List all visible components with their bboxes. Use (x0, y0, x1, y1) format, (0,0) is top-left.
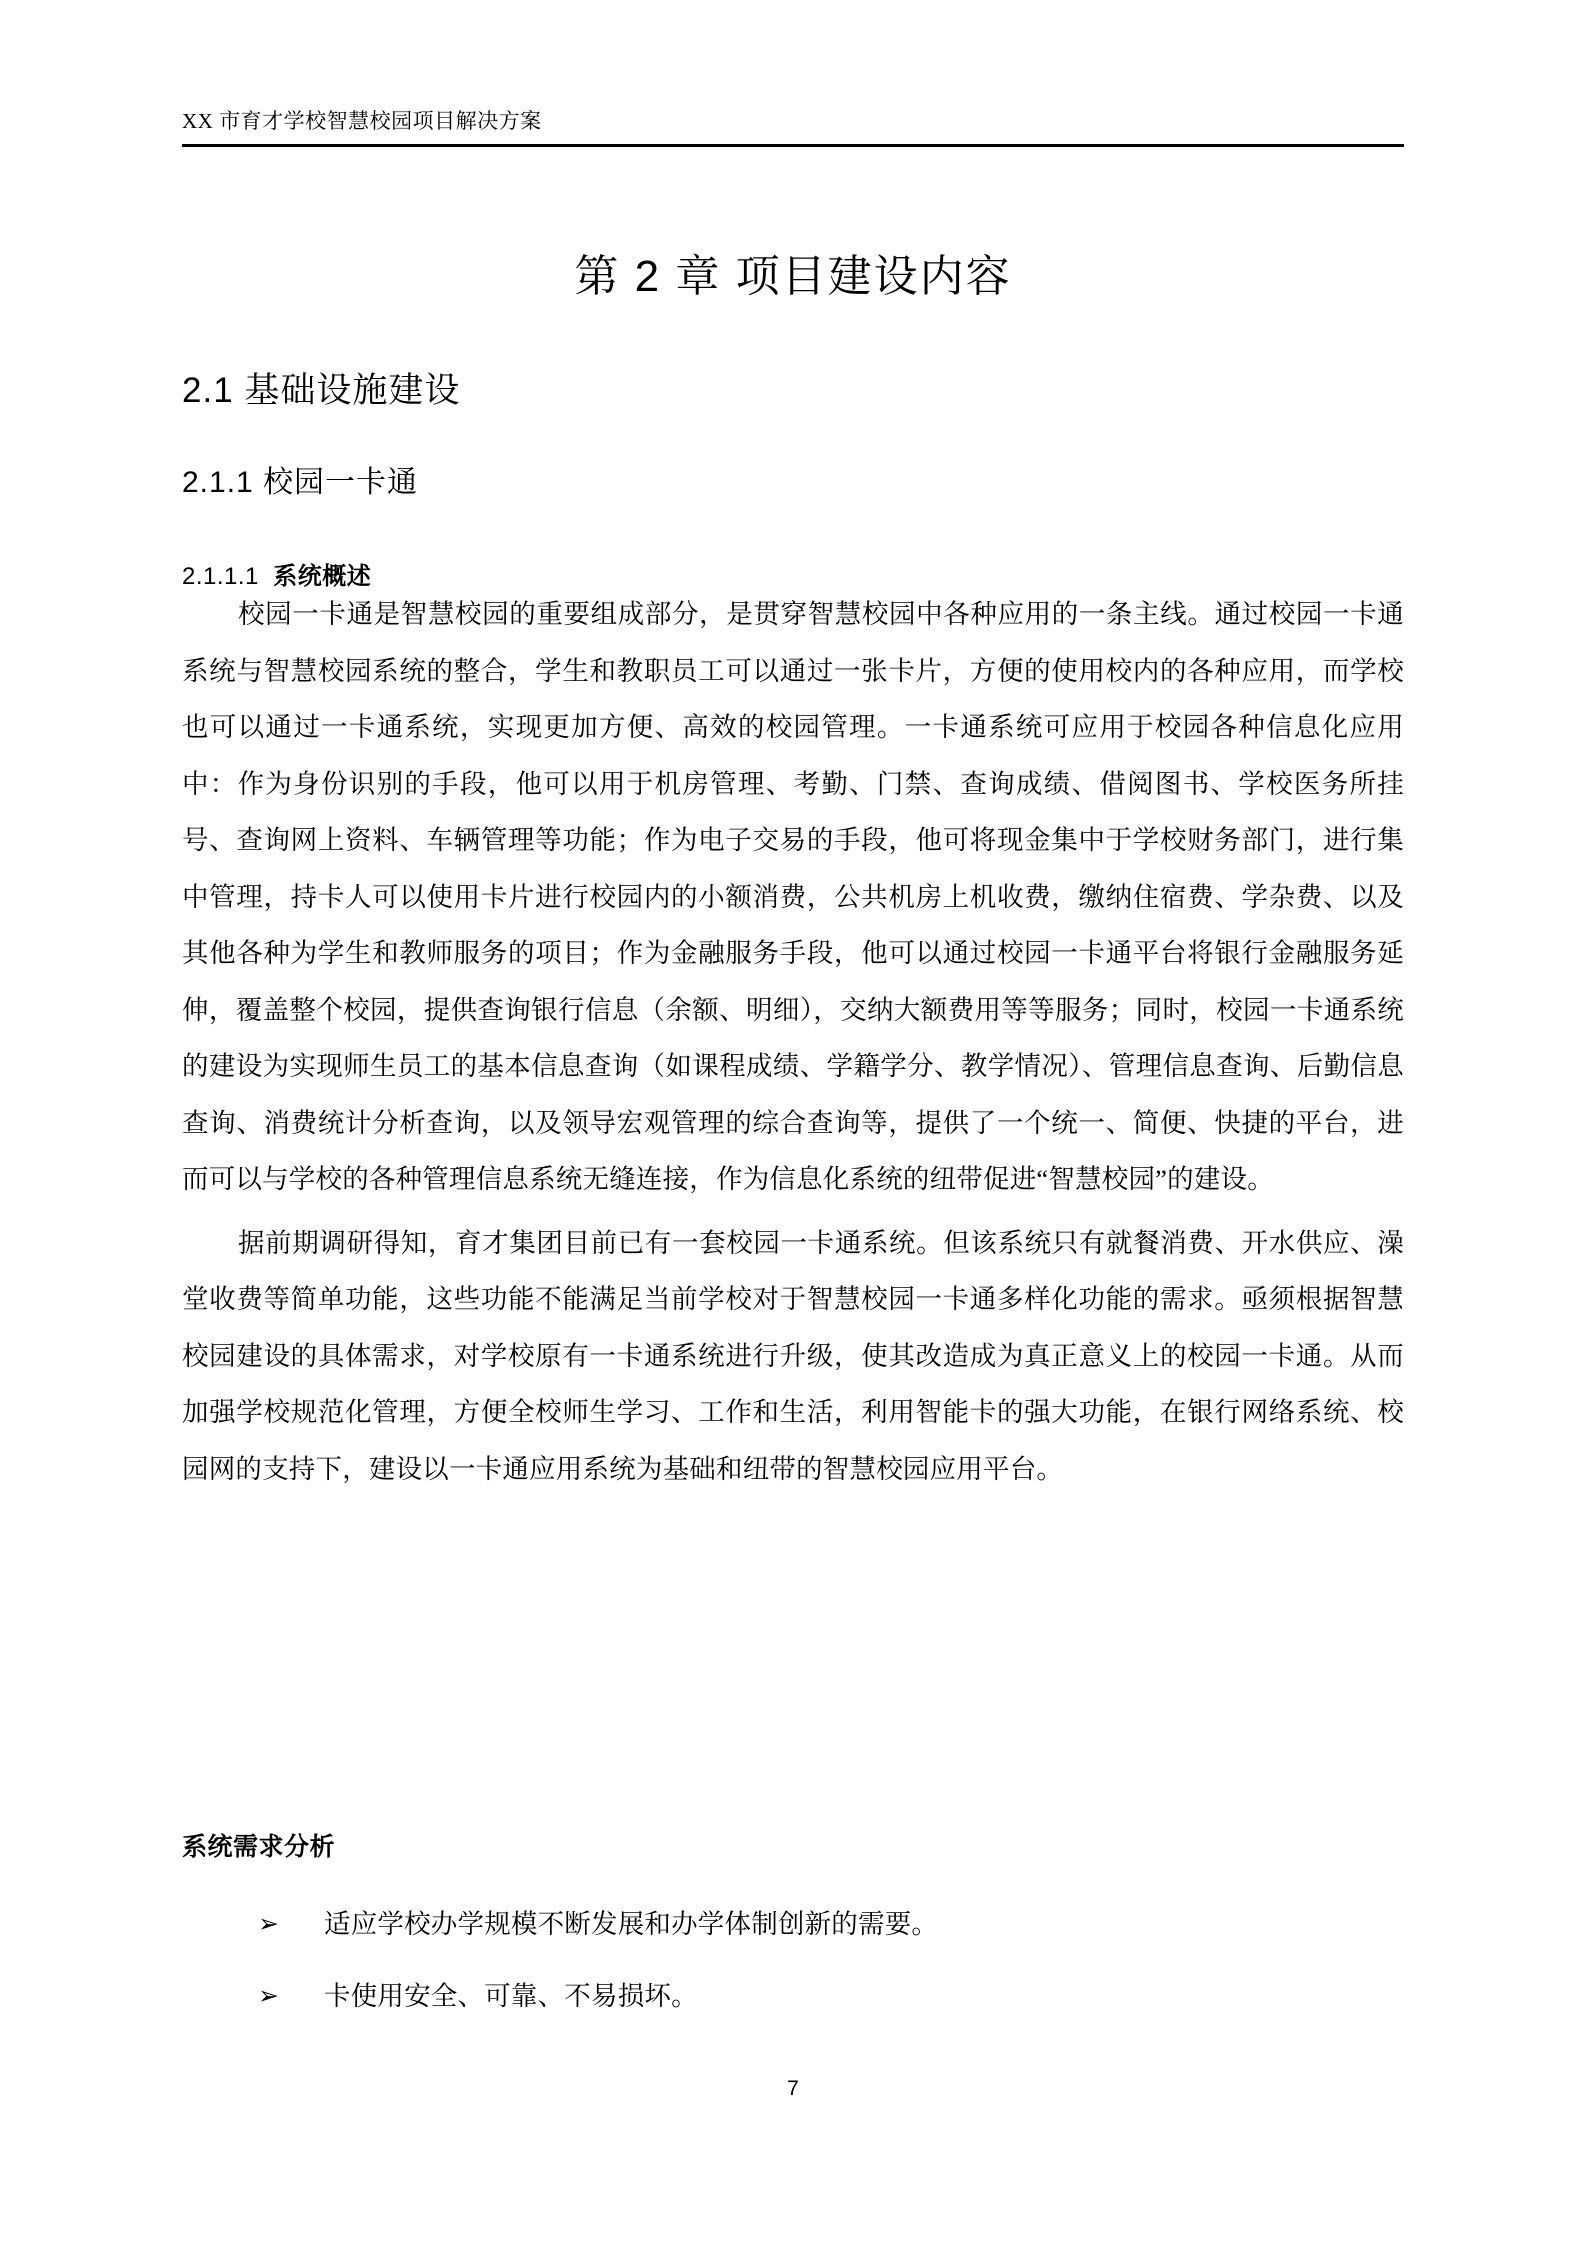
running-header (182, 106, 1404, 147)
subsection-heading-2-1-1: 2.1.1 校园一卡通 (182, 466, 419, 499)
subsubsection-number: 2.1.1.1 (182, 562, 259, 590)
arrow-bullet-icon: ➢ (258, 1909, 279, 1938)
page-content-area (182, 0, 1404, 2245)
paragraph-overview: 校园一卡通是智慧校园的重要组成部分，是贯穿智慧校园中各种应用的一条主线。通过校园一卡通系统与智慧校园系统的整合，学生和教职员工可以通过一张卡片，方便的使用校内的各种应用，而学校也可以通过一卡通系统，实现更加方便、高效的校园管理。一卡通系统可应用于校园各种信息化应用中：作为身份识别的手段，他可以用于机房管理、考勤、门禁、查询成绩、借阅图书、学校医务所挂号、查询网上资料、车辆管理等功能；作为电子交易的手段，他可将现金集中于学校财务部门，进行集中管理，持卡人可以使用卡片进行校园内的小额消费，公共机房上机收费，缴纳住宿费、学杂费、以及其他各种为学生和教师服务的项目；作为金融服务手段，他可以通过校园一卡通平台将银行金融服务延伸，覆盖整个校园，提供查询银行信息（余额、明细），交纳大额费用等等服务；同时，校园一卡通系统的建设为实现师生员工的基本信息查询（如课程成绩、学籍学分、教学情况）、管理信息查询、后勤信息查询、消费统计分析查询，以及领导宏观管理的综合查询等，提供了一个统一、简便、快捷的平台，进而可以与学校的各种管理信息系统无缝连接，作为信息化系统的纽带促进“智慧校园”的建设。 (182, 599, 1404, 1194)
chapter-title: 第 2 章 项目建设内容 (574, 252, 1012, 302)
list-item (182, 1896, 1404, 1952)
requirements-list (182, 1896, 1404, 2040)
list-item-text: 适应学校办学规模不断发展和办学体制创新的需要。 (324, 1909, 939, 1939)
paragraph-current-status: 据前期调研得知，育才集团目前已有一套校园一卡通系统。但该系统只有就餐消费、开水供应、澡堂收费等简单功能，这些功能不能满足当前学校对于智慧校园一卡通多样化功能的需求。亟须根据智慧校园建设的具体需求，对学校原有一卡通系统进行升级，使其改造成为真正意义上的校园一卡通。从而加强学校规范化管理，方便全校师生学习、工作和生活，利用智能卡的强大功能，在银行网络系统、校园网的支持下，建设以一卡通应用系统为基础和纽带的智慧校园应用平台。 (182, 1227, 1404, 1484)
header-divider (182, 144, 1404, 147)
running-header-text: XX 市育才学校智慧校园项目解决方案 (182, 109, 542, 133)
page-number: 7 (787, 2077, 799, 2100)
list-item-text: 卡使用安全、可靠、不易损坏。 (324, 1981, 698, 2011)
requirements-heading: 系统需求分析 (182, 1833, 336, 1861)
section-heading-2-1: 2.1 基础设施建设 (182, 371, 461, 411)
arrow-bullet-icon: ➢ (258, 1981, 279, 2010)
list-item (182, 1968, 1404, 2024)
body-text-block (182, 586, 1404, 1497)
subsubsection-title: 系统概述 (273, 562, 372, 590)
